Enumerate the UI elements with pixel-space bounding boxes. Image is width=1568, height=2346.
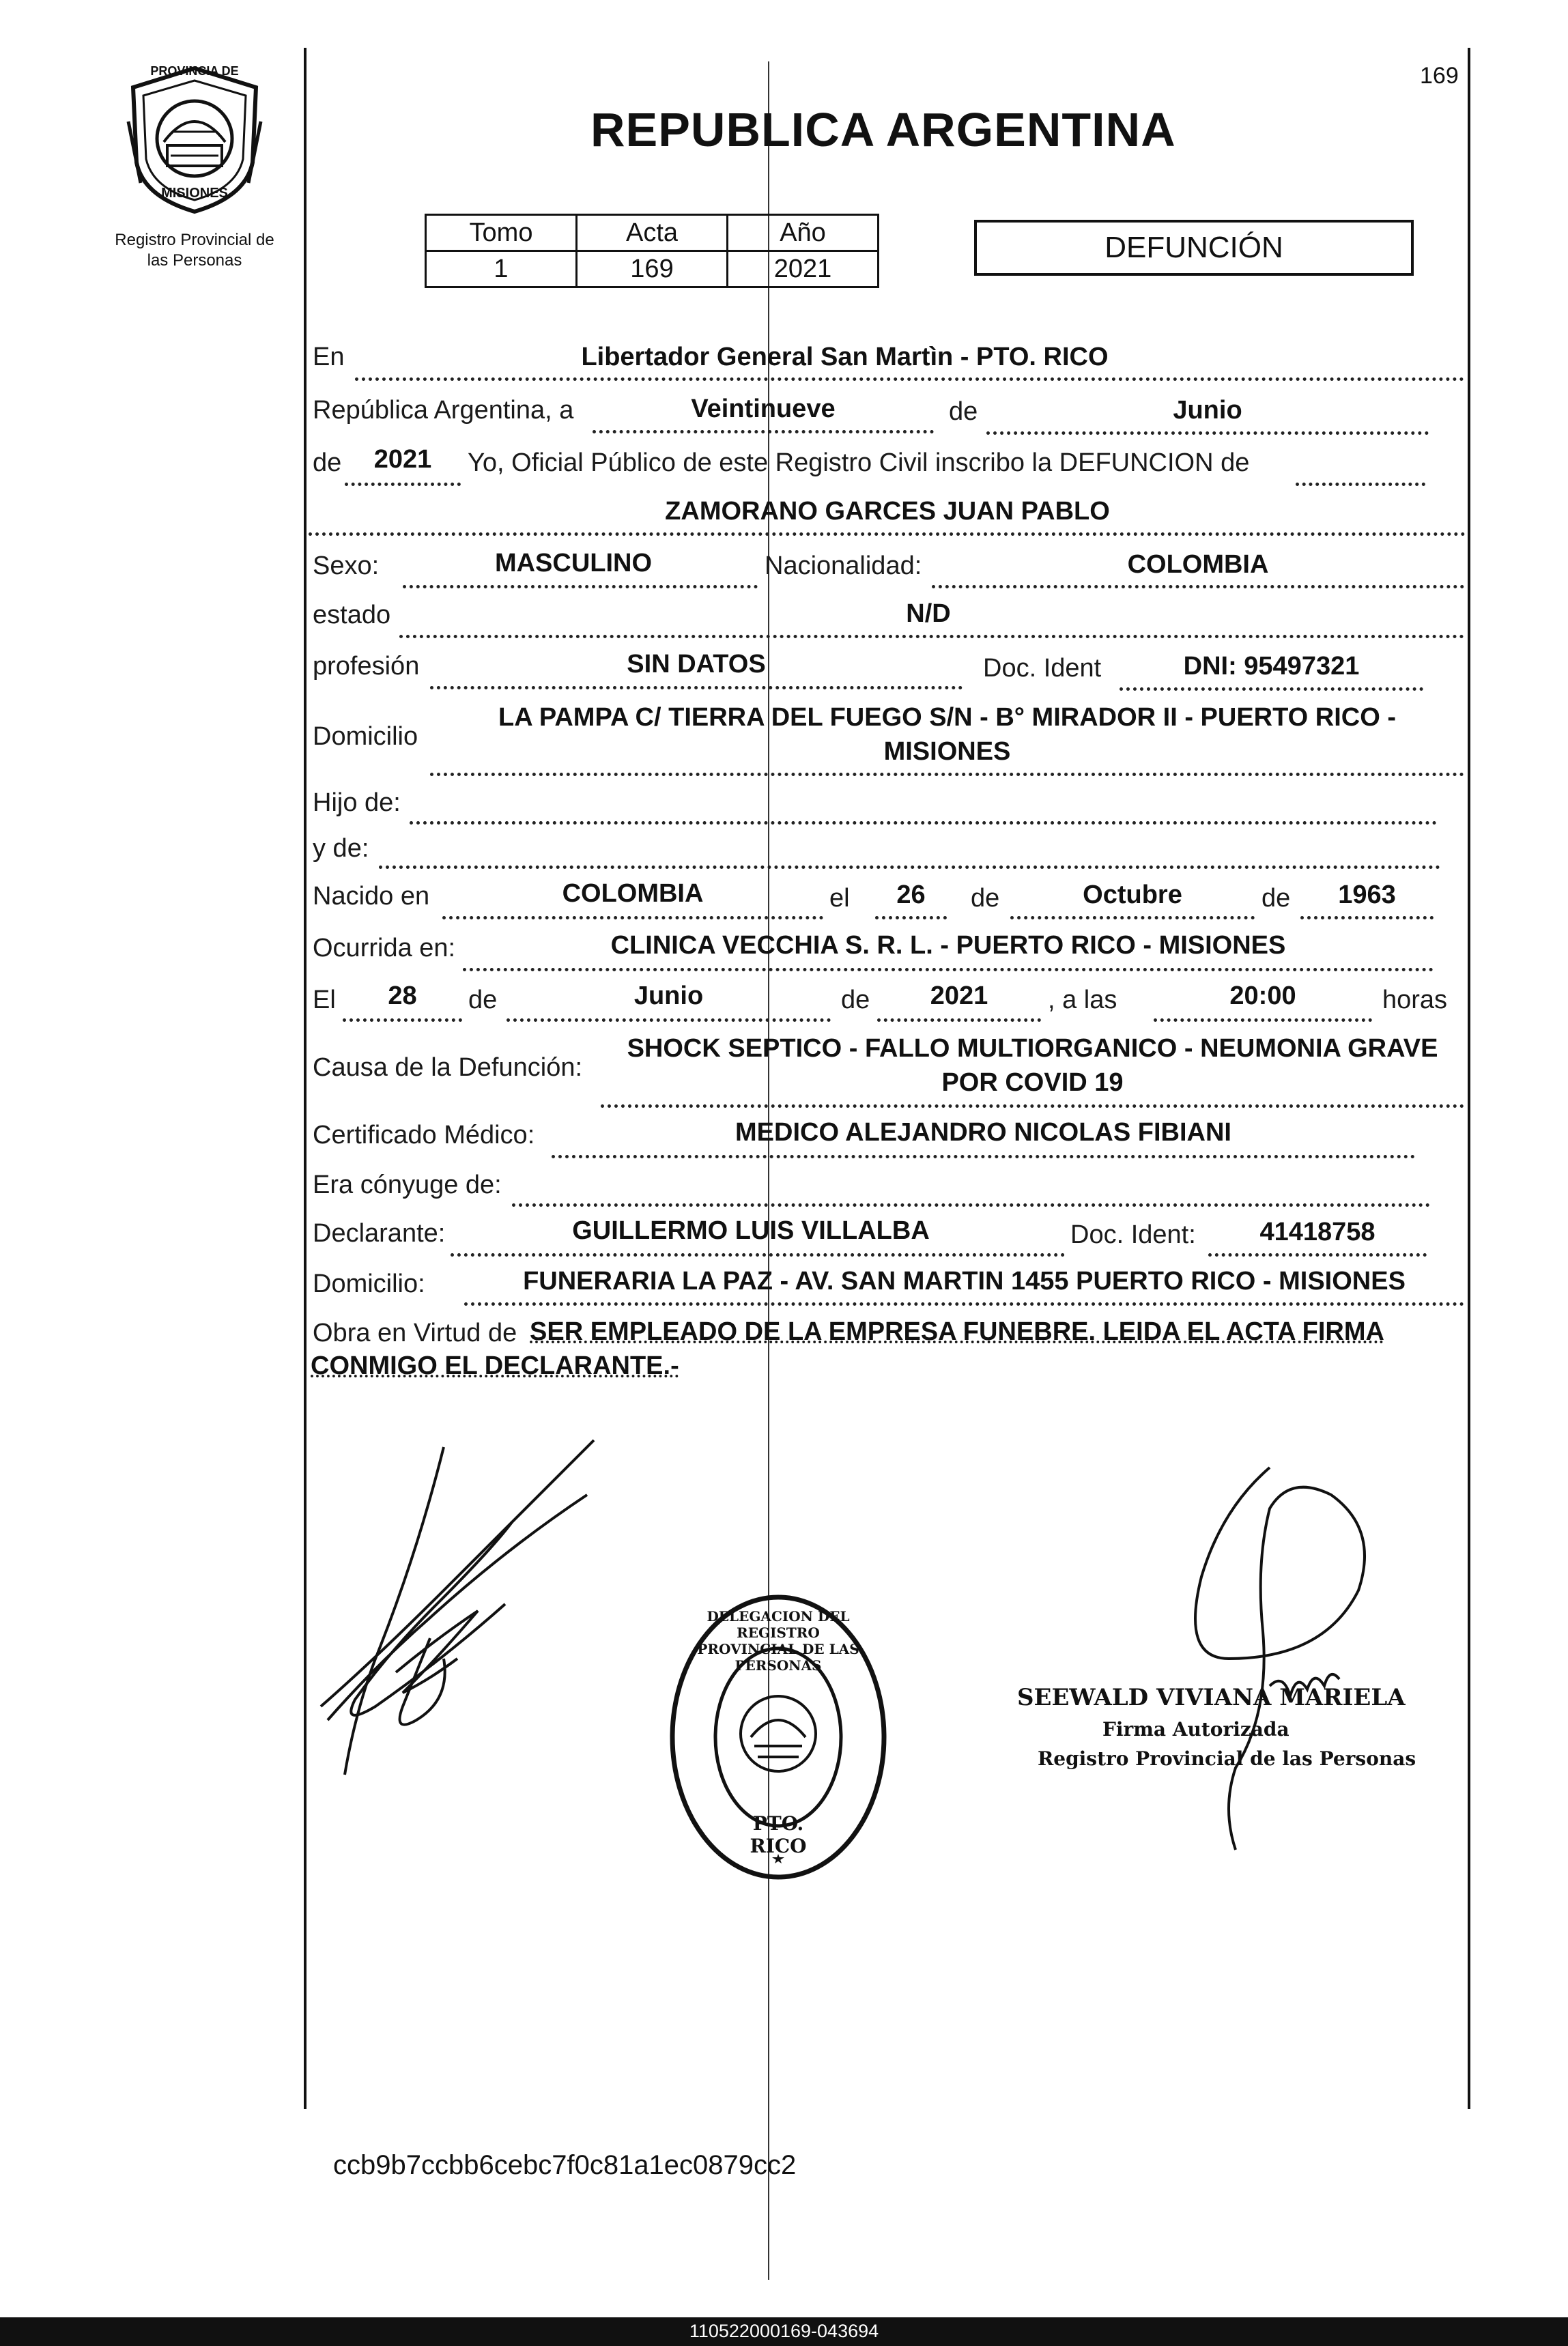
document-hash: ccb9b7ccbb6cebc7f0c81a1ec0879cc2 bbox=[333, 2150, 797, 2180]
causa-line2-value: POR COVID 19 bbox=[941, 1068, 1124, 1097]
doc2-value: 41418758 bbox=[1259, 1218, 1375, 1246]
hijo-line bbox=[410, 821, 1437, 825]
seal-text-bottom: MISIONES bbox=[161, 186, 228, 201]
acta-header-anio: Año bbox=[728, 215, 879, 251]
nombre-line bbox=[309, 532, 1466, 536]
official-name: SEEWALD VIVIANA MARIELA bbox=[1017, 1684, 1406, 1711]
declarante-label: Declarante: bbox=[313, 1219, 446, 1248]
domicilio-line1-value: LA PAMPA C/ TIERRA DEL FUEGO S/N - B° MIRADOR II - PUERTO RICO - bbox=[498, 703, 1396, 732]
footer-code: 110522000169-043694 bbox=[689, 2321, 879, 2341]
el-label: el bbox=[829, 884, 850, 913]
el2-label: El bbox=[313, 986, 336, 1014]
logo-caption-line1: Registro Provincial de bbox=[115, 231, 274, 249]
republica-label: República Argentina, a bbox=[313, 396, 574, 425]
obra-line1-value: SER EMPLEADO DE LA EMPRESA FUNEBRE. LEIDA EL ACTA FIRMA bbox=[530, 1317, 1384, 1346]
domicilio-label: Domicilio bbox=[313, 722, 418, 751]
def-anio-line bbox=[877, 1018, 1041, 1022]
hora-value: 20:00 bbox=[1229, 982, 1296, 1010]
domicilio-line2-value: MISIONES bbox=[883, 737, 1011, 766]
ocurrida-label: Ocurrida en: bbox=[313, 934, 456, 962]
causa-line1-value: SHOCK SEPTICO - FALLO MULTIORGANICO - NEUMONIA GRAVE bbox=[627, 1034, 1438, 1063]
nacido-value: COLOMBIA bbox=[562, 879, 704, 908]
official-signature-icon bbox=[1154, 1454, 1379, 1863]
def-mes-line bbox=[507, 1018, 831, 1022]
ocurrida-value: CLINICA VECCHIA S. R. L. - PUERTO RICO - MISIONES bbox=[610, 931, 1286, 960]
de3-label: de bbox=[971, 884, 1000, 913]
seal-text-top: PROVINCIA DE bbox=[150, 64, 239, 78]
doc-value: DNI: 95497321 bbox=[1183, 652, 1360, 681]
nacionalidad-line bbox=[932, 585, 1464, 588]
profesion-line bbox=[430, 686, 963, 689]
sexo-value: MASCULINO bbox=[494, 549, 653, 577]
de4-label: de bbox=[1261, 884, 1291, 913]
obra-label: Obra en Virtud de bbox=[313, 1319, 517, 1347]
de2-label: de bbox=[313, 448, 342, 477]
mes-value: Junio bbox=[1173, 396, 1242, 425]
certificado-value: MEDICO ALEJANDRO NICOLAS FIBIANI bbox=[735, 1118, 1231, 1147]
yde-line bbox=[379, 866, 1440, 869]
certificado-line bbox=[552, 1155, 1415, 1158]
estado-line bbox=[399, 635, 1464, 638]
official-stamp bbox=[666, 1590, 891, 1884]
nac-anio-line bbox=[1300, 916, 1434, 919]
nacionalidad-value: COLOMBIA bbox=[1127, 550, 1269, 579]
acta-value-row bbox=[426, 251, 879, 287]
causa-label: Causa de la Defunción: bbox=[313, 1053, 583, 1082]
obra-line2-value: CONMIGO EL DECLARANTE.- bbox=[311, 1351, 679, 1380]
domicilio2-label: Domicilio: bbox=[313, 1270, 425, 1298]
def-mes-value: Junio bbox=[633, 982, 704, 1010]
declarante-line bbox=[451, 1253, 1065, 1257]
right-margin-rule bbox=[1468, 48, 1470, 2109]
page-number: 169 bbox=[1420, 63, 1459, 89]
nac-mes-value: Octubre bbox=[1083, 881, 1182, 909]
nacido-label: Nacido en bbox=[313, 882, 430, 911]
doc2-line bbox=[1208, 1253, 1427, 1257]
dia-letras-value: Veintinueve bbox=[691, 395, 836, 423]
de6-label: de bbox=[841, 986, 870, 1014]
acta-value-tomo: 1 bbox=[426, 251, 577, 287]
inscribo-line bbox=[1296, 483, 1425, 486]
alas-label: , a las bbox=[1048, 986, 1117, 1014]
acta-header-row bbox=[426, 215, 879, 251]
stamp-center-text: PTO. RICO bbox=[750, 1812, 807, 1857]
estado-value: N/D bbox=[906, 599, 951, 628]
mes-line bbox=[986, 431, 1429, 435]
en-value: Libertador General San Martìn - PTO. RICO bbox=[581, 343, 1109, 371]
yde-label: y de: bbox=[313, 834, 369, 863]
stamp-ring-text: DELEGACION DEL REGISTRO PROVINCIAL DE LAS PERSONAS bbox=[697, 1608, 859, 1674]
acta-value-anio: 2021 bbox=[728, 251, 879, 287]
acta-value-acta: 169 bbox=[577, 251, 728, 287]
document-title: REPUBLICA ARGENTINA bbox=[590, 103, 1176, 156]
nac-dia-value: 26 bbox=[896, 881, 926, 909]
nacionalidad-label: Nacionalidad: bbox=[765, 552, 922, 580]
profesion-label: profesión bbox=[313, 652, 420, 681]
domicilio2-line bbox=[464, 1302, 1464, 1306]
dia-line bbox=[593, 430, 934, 433]
nacido-line bbox=[442, 916, 823, 919]
anio-value: 2021 bbox=[373, 445, 432, 474]
profesion-value: SIN DATOS bbox=[627, 650, 766, 678]
en-label: En bbox=[313, 343, 345, 371]
conyuge-label: Era cónyuge de: bbox=[313, 1171, 502, 1199]
logo-caption bbox=[82, 230, 307, 271]
causa-line bbox=[601, 1104, 1464, 1108]
footer-barcode-bar bbox=[0, 2317, 1568, 2346]
logo-caption-line2: las Personas bbox=[147, 251, 242, 270]
horas-label: horas bbox=[1382, 986, 1448, 1014]
inscribo-text: Yo, Oficial Público de este Registro Civil inscribo la DEFUNCION de bbox=[468, 448, 1250, 477]
nombre-value: ZAMORANO GARCES JUAN PABLO bbox=[665, 497, 1110, 526]
certificado-label: Certificado Médico: bbox=[313, 1121, 535, 1149]
hijo-label: Hijo de: bbox=[313, 788, 401, 817]
declarante-value: GUILLERMO LUIS VILLALBA bbox=[572, 1216, 930, 1245]
doc2-label: Doc. Ident: bbox=[1070, 1220, 1196, 1249]
def-dia-line bbox=[343, 1018, 462, 1022]
de-label: de bbox=[949, 397, 978, 426]
hora-line bbox=[1154, 1018, 1372, 1022]
anio-line bbox=[345, 483, 461, 486]
de5-label: de bbox=[468, 986, 498, 1014]
sexo-line bbox=[403, 585, 758, 588]
ocurrida-line bbox=[463, 968, 1434, 971]
nac-anio-value: 1963 bbox=[1338, 881, 1396, 909]
doc-line bbox=[1120, 687, 1423, 691]
doc-label: Doc. Ident bbox=[983, 654, 1102, 683]
estado-label: estado bbox=[313, 601, 391, 629]
nac-dia-line bbox=[875, 916, 947, 919]
province-seal-logo bbox=[116, 60, 273, 217]
nac-mes-line bbox=[1010, 916, 1255, 919]
declarant-signature-icon bbox=[300, 1433, 601, 1788]
left-margin-rule bbox=[304, 48, 307, 2109]
acta-header-tomo: Tomo bbox=[426, 215, 577, 251]
record-type-box: DEFUNCIÓN bbox=[974, 220, 1414, 276]
sexo-label: Sexo: bbox=[313, 552, 380, 580]
domicilio-line bbox=[430, 773, 1464, 776]
acta-header-acta: Acta bbox=[577, 215, 728, 251]
conyuge-line bbox=[512, 1203, 1430, 1207]
domicilio2-value: FUNERARIA LA PAZ - AV. SAN MARTIN 1455 PUERTO RICO - MISIONES bbox=[523, 1267, 1406, 1296]
en-line bbox=[355, 377, 1464, 381]
def-anio-value: 2021 bbox=[930, 982, 988, 1010]
def-dia-value: 28 bbox=[388, 982, 417, 1010]
acta-table bbox=[425, 214, 879, 288]
official-title: Firma Autorizada bbox=[1102, 1718, 1289, 1741]
official-office: Registro Provincial de las Personas bbox=[1038, 1747, 1416, 1770]
